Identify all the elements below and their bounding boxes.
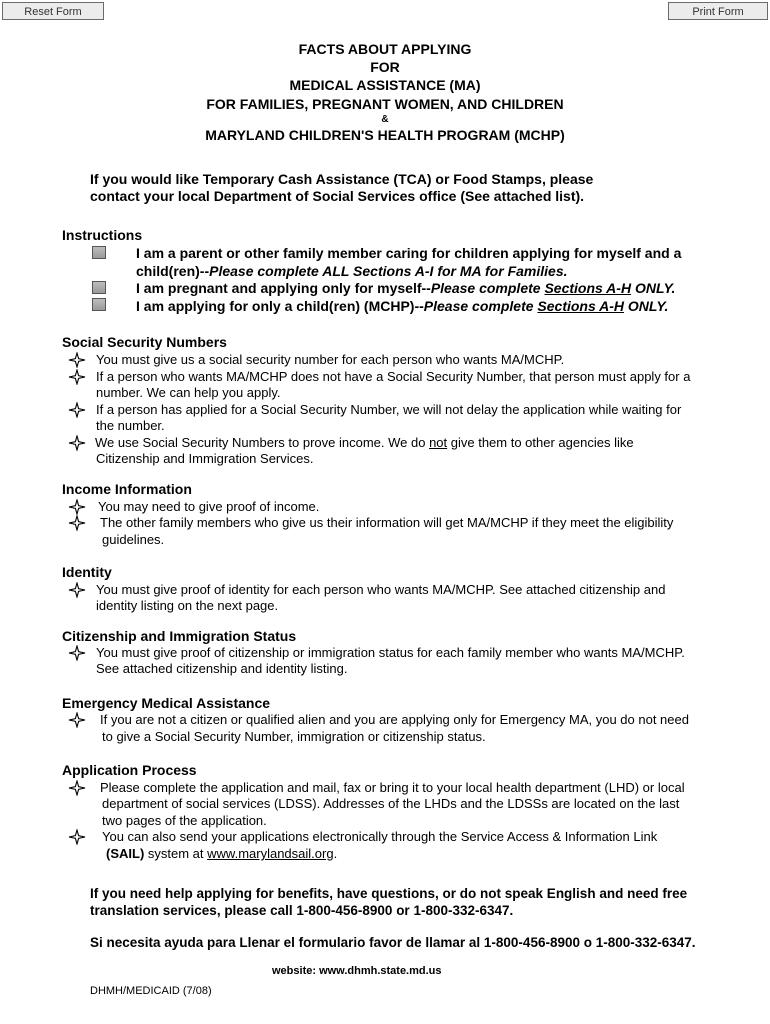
option-pregnant-directive: Please complete [430,280,545,296]
star-bullet-icon [68,369,86,385]
option-child [136,297,668,315]
ssn-bullet-2-line-1: If a person who wants MA/MCHP does not have a Social Security Number, that person must apply for a [96,369,691,384]
star-bullet-icon [68,352,86,368]
title-line-3: MEDICAL ASSISTANCE (MA) [289,77,481,93]
option-child-directive: Please complete [423,298,538,314]
option-pregnant-sections: Sections A-H [544,280,632,296]
checkbox-families[interactable] [92,246,106,259]
tca-note-line-2: contact your local Department of Social Services office (See attached list). [90,188,585,204]
emergency-heading: Emergency Medical Assistance [62,695,271,711]
title-line-1: FACTS ABOUT APPLYING [298,41,472,57]
footer-form-id: DHMH/MEDICAID (7/08) [90,985,212,997]
identity-bullet-1-line-2: identity listing on the next page. [96,598,279,613]
option-child-sections: Sections A-H [537,298,625,314]
ssn-bullet-3-line-1: If a person has applied for a Social Security Number, we will not delay the application while waiting for [96,402,682,417]
ssn-bullet-4-part-c: give them to other agencies like [447,435,634,450]
income-bullet-2-line-1: The other family members who give us their information will get MA/MCHP if they meet the eligibility [100,515,674,530]
citizenship-heading: Citizenship and Immigration Status [62,628,297,644]
income-heading: Income Information [62,481,192,497]
checkbox-pregnant[interactable] [92,281,106,294]
ssn-bullet-3-line-2: the number. [96,418,165,433]
process-bullet-2-line-2 [106,846,337,862]
checkbox-child-mchp[interactable] [92,298,106,311]
process-heading: Application Process [62,762,197,778]
ssn-bullet-1: You must give us a social security number for each person who wants MA/MCHP. [96,352,565,367]
citizenship-bullet-1-line-2: See attached citizenship and identity listing. [96,661,348,676]
ssn-bullet-4-line-2: Citizenship and Immigration Services. [96,451,314,466]
option-pregnant [136,279,675,297]
footer-website: website: www.dhmh.state.md.us [272,965,442,977]
title-line-5: MARYLAND CHILDREN'S HEALTH PROGRAM (MCHP) [205,127,565,143]
identity-heading: Identity [62,564,112,580]
tca-note-line-1: If you would like Temporary Cash Assistance (TCA) or Food Stamps, please [90,171,594,187]
help-english-line-1: If you need help applying for benefits, have questions, or do not speak English and need free [90,886,688,901]
ssn-bullet-4-not: not [429,435,448,450]
ssn-heading: Social Security Numbers [62,334,227,350]
ssn-bullet-4-line-1 [95,435,634,451]
star-bullet-icon [68,499,86,515]
reset-form-button[interactable]: Reset Form [2,2,104,20]
process-bullet-2-line-1: You can also send your applications electronically through the Service Access & Information Link [102,829,658,844]
sail-period: . [333,846,338,861]
sail-system-text: system at [144,846,208,861]
sail-link[interactable]: www.marylandsail.org [207,846,334,861]
citizenship-bullet-1-line-1: You must give proof of citizenship or immigration status for each family member who wants MA/MCHP. [96,645,685,660]
option-pregnant-only: ONLY. [631,280,676,296]
option-families-prefix: child(ren)-- [136,263,210,279]
print-form-button[interactable]: Print Form [668,2,768,20]
process-bullet-1-line-3: two pages of the application. [102,813,267,828]
option-child-text: I am applying for only a child(ren) (MCHP)-- [136,298,424,314]
process-bullet-1-line-1: Please complete the application and mail, fax or bring it to your local health department (LHD) or local [100,780,685,795]
title-line-2: FOR [370,59,400,75]
ssn-bullet-4-part-a: We use Social Security Numbers to prove income. We do [95,435,430,450]
sail-label: (SAIL) [106,846,145,861]
star-bullet-icon [68,402,86,418]
star-bullet-icon [68,712,86,728]
emergency-bullet-1-line-1: If you are not a citizen or qualified alien and you are applying only for Emergency MA, you do not need [100,712,689,727]
star-bullet-icon [68,582,86,598]
title-line-4: FOR FAMILIES, PREGNANT WOMEN, AND CHILDREN [206,96,564,112]
income-bullet-1: You may need to give proof of income. [98,499,320,514]
option-families-line-1: I am a parent or other family member caring for children applying for myself and a [136,245,682,261]
star-bullet-icon [68,435,86,451]
option-families-line-2 [136,262,568,280]
instructions-heading: Instructions [62,227,143,243]
help-english-line-2: translation services, please call 1-800-456-8900 or 1-800-332-6347. [90,903,514,918]
identity-bullet-1-line-1: You must give proof of identity for each person who wants MA/MCHP. See attached citizenship and [96,582,666,597]
option-families-directive: Please complete ALL Sections A-I for MA for Families. [209,263,568,279]
option-child-only: ONLY. [624,298,669,314]
star-bullet-icon [68,645,86,661]
emergency-bullet-1-line-2: to give a Social Security Number, immigration or citizenship status. [102,729,486,744]
help-spanish: Si necesita ayuda para Llenar el formulario favor de llamar al 1-800-456-8900 o 1-800-332-6347. [90,935,696,950]
income-bullet-2-line-2: guidelines. [102,532,165,547]
star-bullet-icon [68,515,86,531]
title-ampersand: & [381,114,389,125]
ssn-bullet-2-line-2: number. We can help you apply. [96,385,281,400]
star-bullet-icon [68,780,86,796]
option-pregnant-text: I am pregnant and applying only for myself-- [136,280,431,296]
star-bullet-icon [68,829,86,845]
process-bullet-1-line-2: department of social services (LDSS). Addresses of the LHDs and the LDSSs are located on the last [102,796,680,811]
